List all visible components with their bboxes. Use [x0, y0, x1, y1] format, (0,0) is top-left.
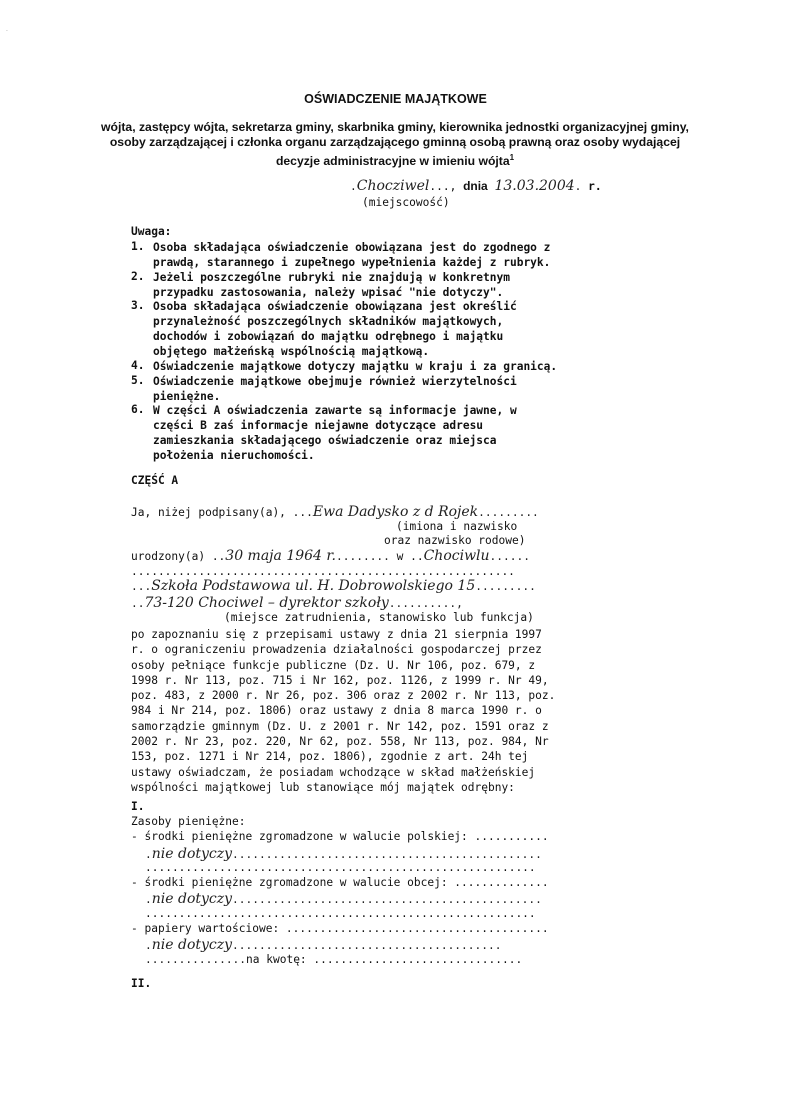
- date-value: 13.03.2004: [494, 178, 575, 194]
- signer-caption-2: oraz nazwisko rodowe): [384, 534, 526, 547]
- employment-value-2: 73-120 Chociwel – dyrektor szkoły: [144, 595, 389, 611]
- scan-mark: ·: [6, 28, 8, 35]
- signer-caption-1: (imiona i nazwisko: [396, 520, 518, 533]
- place-caption: (miejscowość): [362, 196, 450, 209]
- note-number: 3.: [131, 299, 145, 312]
- born-place: Chociwlu: [423, 548, 490, 564]
- place-suffix: ...,: [429, 180, 457, 193]
- note-text: Osoba składająca oświadczenie obowiązana jest określić przynależność poszczególnych składników majątkowych, dochodów i zobowiązań do majątku odrębnego i majątku objętego małżeńską wspólnością majątkową.: [153, 300, 517, 358]
- section-i-heading: I.: [131, 800, 145, 813]
- employment-caption: (miejsce zatrudnienia, stanowisko lub funkcja): [224, 611, 534, 624]
- cash-heading: Zasoby pieniężne:: [131, 815, 246, 828]
- note-text: W części A oświadczenia zawarte są informacje jawne, w części B zaś informacje niejawne dotyczące adresu zamieszkania składającego oświadczenie oraz miejsca położenia nieruchomości.: [153, 404, 517, 462]
- declaration-text: po zapoznaniu się z przepisami ustawy z dnia 21 sierpnia 1997 r. o ograniczeniu prowadzenia działalności gospodarczej przez osoby pełniące funkcje publiczne (Dz. U. Nr 106, poz. 679, z 1998 r. Nr 113, poz. 715 i Nr 162, poz. 1126, z 1999 r. Nr 49, poz. 483, z 2000 r. Nr 26, poz. 306 oraz z 2002 r. Nr 113, poz. 984 i Nr 214, poz. 1806) oraz ustawy z dnia 8 marca 1990 r. o samorządzie gminnym (Dz. U. z 2001 r. Nr 142, poz. 1591 oraz z 2002 r. Nr 23, poz. 220, Nr 62, poz. 558, Nr 113, poz. 984, Nr 153, poz. 1271 i Nr 214, poz. 1806), zgodnie z art. 24h tej ustawy oświadczam, że posiadam wchodzące w skład małżeńskiej wspólności majątkowej lub stanowiące mój majątek odrębny:: [131, 628, 556, 794]
- notes-heading: Uwaga:: [131, 225, 172, 238]
- dots-line: .........................................................: [131, 565, 515, 578]
- document-subtitle: [95, 120, 695, 169]
- part-a-heading: CZĘŚĆ A: [131, 474, 179, 487]
- date-label: dnia: [463, 179, 488, 193]
- note-number: 1.: [131, 240, 145, 253]
- securities-label: - papiery wartościowe: .......................................: [131, 922, 549, 935]
- pln-label: - środki pieniężne zgromadzone w walucie polskiej: ...........: [131, 830, 549, 843]
- note-number: 6.: [131, 403, 145, 416]
- born-value: 30 maja 1964 r.: [225, 548, 337, 564]
- securities-row: .nie dotyczy........................................: [145, 937, 502, 953]
- section-ii-heading: II.: [131, 977, 152, 990]
- place-date-row: .Chocziwel..., dnia 13.03.2004. r.: [350, 178, 602, 194]
- signer-row: Ja, niżej podpisany(a), ...Ewa Dadysko z d Rojek.........: [131, 504, 539, 520]
- securities-value: nie dotyczy: [151, 937, 233, 953]
- birth-row: urodzony(a) ..30 maja 1964 r......... w ..Chociwlu......: [131, 548, 530, 564]
- note-text: Jeżeli poszczególne rubryki nie znajdują w konkretnym przypadku zastosowania, należy wpisać "nie dotyczy".: [153, 271, 510, 299]
- employment-value-1: Szkoła Podstawowa ul. H. Dobrowolskiego 15: [151, 578, 476, 594]
- foreign-label: - środki pieniężne zgromadzone w walucie obcej: ..............: [131, 876, 549, 889]
- born-in-label: w ..: [396, 550, 424, 563]
- place-value: Chocziwel: [356, 178, 430, 194]
- pln-value: nie dotyczy: [151, 846, 233, 862]
- dots-line: ..........................................................: [145, 907, 536, 920]
- signer-value: Ewa Dadysko z d Rojek: [312, 504, 479, 520]
- subtitle-text: wójta, zastępcy wójta, sekretarza gminy, skarbnika gminy, kierownika jednostki organizacyjnej gminy, osoby zarządzającej i członka organu zarządzającego gminną osobą prawną oraz osoby wydającej decyzje administracyjne w imieniu wójta: [101, 120, 689, 169]
- note-number: 2.: [131, 270, 145, 283]
- foreign-value: nie dotyczy: [151, 891, 233, 907]
- note-text: Oświadczenie majątkowe obejmuje również wierzytelności pieniężne.: [153, 375, 517, 403]
- employment-line-1: ...Szkoła Podstawowa ul. H. Dobrowolskiego 15.........: [131, 578, 536, 594]
- note-number: 4.: [131, 359, 145, 372]
- amount-label: na kwotę: ...............................: [246, 953, 523, 966]
- footnote-mark: 1: [509, 153, 515, 162]
- employment-line-2: ..73-120 Chociwel – dyrektor szkoły..........,: [131, 595, 463, 611]
- foreign-row: .nie dotyczy..............................................: [145, 891, 542, 907]
- document-title: OŚWIADCZENIE MAJĄTKOWE: [304, 92, 487, 106]
- pln-row: .nie dotyczy..............................................: [145, 846, 542, 862]
- signer-label: Ja, niżej podpisany(a), ...: [131, 506, 313, 519]
- amount-row: ...............na kwotę: ...............................: [145, 953, 523, 966]
- born-label: urodzony(a) ..: [131, 550, 226, 563]
- dots-line: ..........................................................: [145, 861, 536, 874]
- note-text: Osoba składająca oświadczenie obowiązana jest do zgodnego z prawdą, starannego i zupełnego wypełnienia każdej z rubryk.: [153, 241, 551, 269]
- date-suffix: r.: [588, 180, 602, 193]
- note-text: Oświadczenie majątkowe dotyczy majątku w kraju i za granicą.: [153, 360, 558, 373]
- note-number: 5.: [131, 374, 145, 387]
